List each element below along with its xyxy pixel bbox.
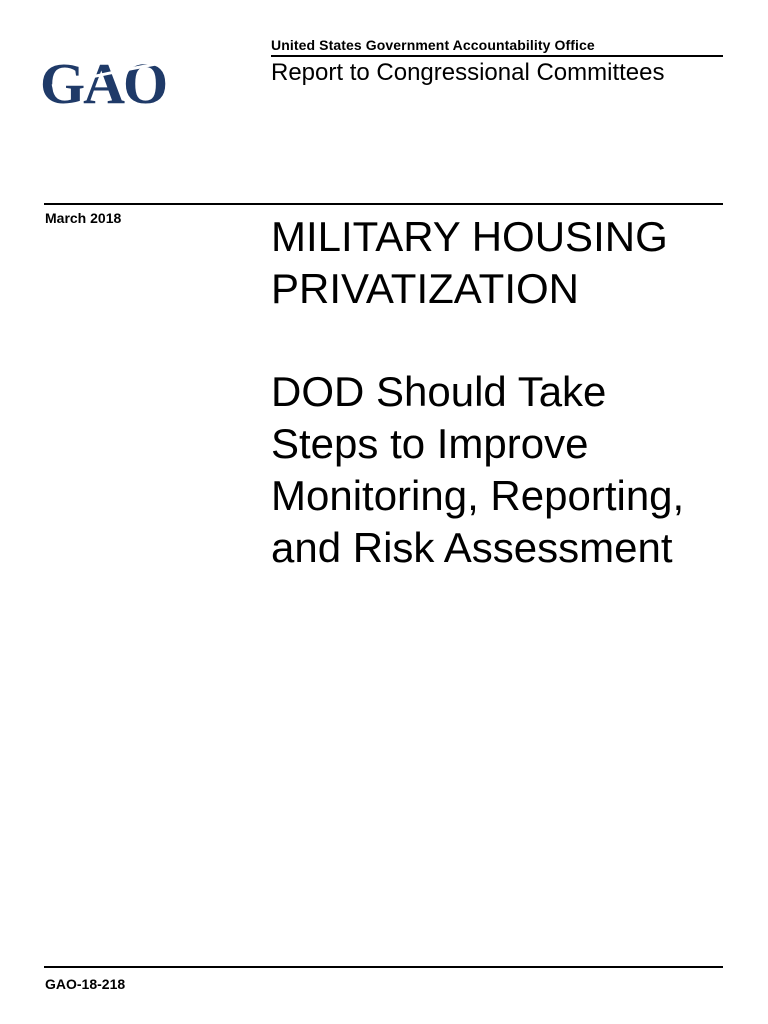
gao-logo: [40, 52, 185, 112]
subtitle-line: DOD Should Take: [271, 368, 607, 415]
report-number: GAO-18-218: [45, 976, 126, 992]
report-subtitle: [271, 366, 741, 574]
footer-divider: [44, 966, 723, 968]
gao-logo-text: GAO: [40, 52, 167, 112]
title-line: PRIVATIZATION: [271, 265, 580, 312]
title-divider: [44, 203, 723, 205]
report-date: March 2018: [45, 210, 122, 226]
subtitle-line: Steps to Improve: [271, 420, 589, 467]
agency-name: United States Government Accountability Office: [271, 37, 595, 53]
subtitle-line: Monitoring, Reporting,: [271, 472, 685, 519]
title-line: MILITARY HOUSING: [271, 213, 668, 260]
subtitle-line: and Risk Assessment: [271, 524, 673, 571]
report-title: [271, 211, 731, 315]
report-type: Report to Congressional Committees: [271, 59, 665, 86]
header-divider: [271, 55, 723, 57]
